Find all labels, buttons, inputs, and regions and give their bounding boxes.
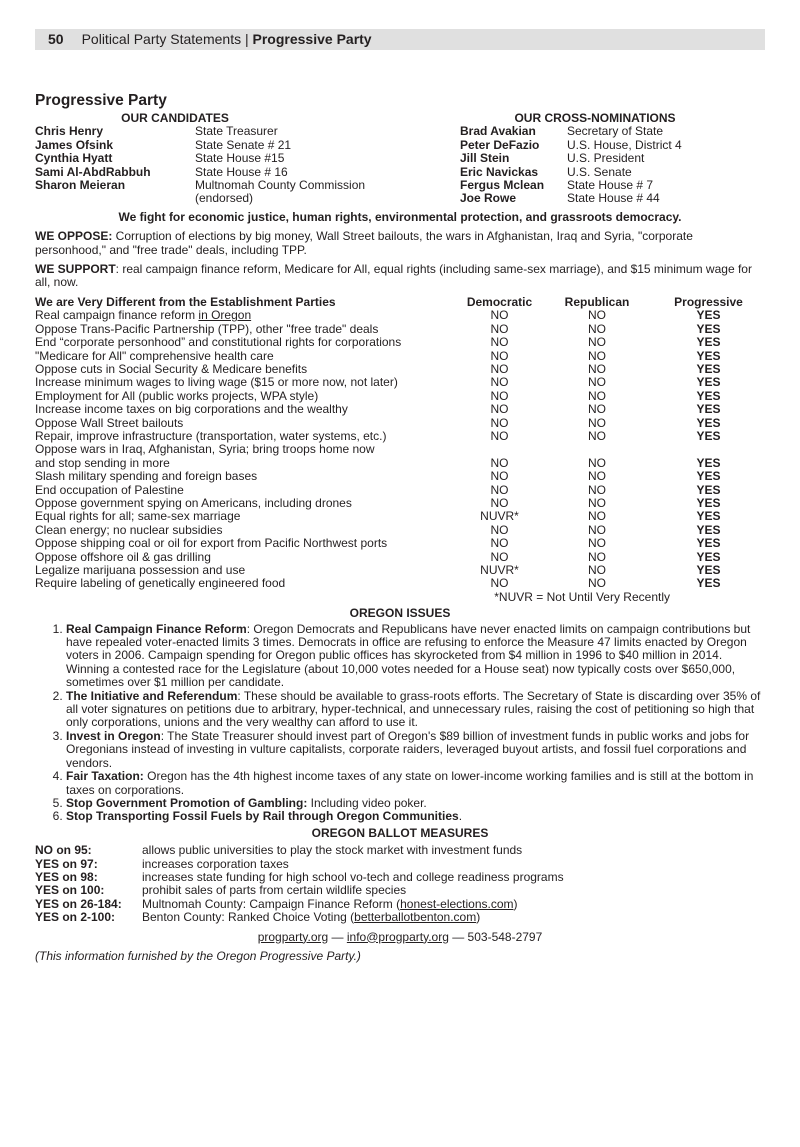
candidate-row <box>35 179 460 206</box>
issue-label: Legalize marijuana possession and use <box>35 563 246 577</box>
issue-title: Invest in Oregon <box>66 728 161 743</box>
progressive-answer: YES <box>696 455 721 470</box>
separator: — <box>448 929 468 944</box>
republican-answer: NO <box>588 495 606 510</box>
issue-item <box>66 770 765 797</box>
democratic-answer: NO <box>490 321 509 336</box>
measure-label: YES on 26-184: <box>35 896 122 911</box>
issue-text <box>35 510 457 523</box>
nuvr-footnote: *NUVR = Not Until Very Recently <box>494 589 670 604</box>
issue-description: : These should be available to grass-roots efforts. The Secretary of State is discarding over 35% of all voter signatures on petitions due to arbitrary, hyper-technical, and unnecessary rules, raising the cost of petitioning so high that only corporations, unions and the very wealthy can afford to use it. <box>66 688 761 730</box>
issue-text <box>35 470 457 483</box>
cross-row <box>460 125 730 138</box>
measure-label: NO on 95: <box>35 843 92 858</box>
comparison-row <box>35 323 765 336</box>
candidate-row <box>35 139 460 152</box>
candidate-office <box>195 166 288 179</box>
issue-label: Repair, improve infrastructure (transportation, water systems, etc.) <box>35 428 387 443</box>
candidate-row <box>35 125 460 138</box>
cross-name: Fergus Mclean <box>460 178 545 193</box>
issue-label: Oppose Trans-Pacific Partnership (TPP), other "free trade" deals <box>35 321 379 336</box>
democratic-answer: NO <box>490 388 509 403</box>
progressive-answer: YES <box>696 388 721 403</box>
comparison-row <box>35 430 765 443</box>
comparison-row <box>35 577 765 590</box>
republican-answer: NO <box>588 348 606 363</box>
comparison-row <box>35 443 765 456</box>
office-line: State Senate # 21 <box>195 137 292 152</box>
candidate-name: Sami Al-AbdRabbuh <box>35 164 151 179</box>
office-line: State Treasurer <box>195 124 278 139</box>
candidate-name: Chris Henry <box>35 124 104 139</box>
website-link[interactable]: progparty.org <box>257 929 329 944</box>
comparison-row <box>35 336 765 349</box>
measure-description <box>142 884 406 897</box>
progressive-answer: YES <box>696 428 721 443</box>
republican-answer: NO <box>588 428 606 443</box>
issue-text <box>35 484 457 497</box>
measure-text: increases corporation taxes <box>142 856 289 871</box>
issue-label: Clean energy; no nuclear subsidies <box>35 522 223 537</box>
issue-description: : The State Treasurer should invest part of Oregon's $89 billion of investment funds in public works and jobs for Oregonians instead of investing in vulture capitalists, corporate raiders, leveraged buyout artists, and fossil fuel corporations and vendors. <box>66 728 750 770</box>
issue-text <box>35 363 457 376</box>
cross-nominations-list <box>460 110 730 206</box>
comparison-row <box>35 403 765 416</box>
progressive-answer: YES <box>696 549 721 564</box>
republican-answer: NO <box>588 415 606 430</box>
issue-continuation: and stop sending in more <box>35 455 170 470</box>
cross-heading: OUR CROSS-NOMINATIONS <box>514 111 676 125</box>
issue-label: Employment for All (public works projects, WPA style) <box>35 388 319 403</box>
progressive-answer: YES <box>696 415 721 430</box>
issue-text <box>35 497 457 510</box>
cross-office: Secretary of State <box>567 124 664 139</box>
measure-description <box>142 871 564 884</box>
issue-text <box>35 564 457 577</box>
issue-label: "Medicare for All" comprehensive health care <box>35 348 274 363</box>
issue-label: Real campaign finance reform <box>35 308 199 323</box>
issue-text <box>35 417 457 430</box>
progressive-answer: YES <box>696 482 721 497</box>
measure-link[interactable]: betterballotbenton.com <box>354 910 477 925</box>
comparison-row <box>35 457 765 470</box>
comparison-row <box>35 376 765 389</box>
measure-label: YES on 2-100: <box>35 910 116 925</box>
democratic-answer: NO <box>490 522 509 537</box>
candidate-office <box>195 179 365 206</box>
comparison-row <box>35 510 765 523</box>
democratic-answer: NO <box>490 469 509 484</box>
candidate-office <box>195 139 291 152</box>
comparison-row <box>35 551 765 564</box>
cross-name: Jill Stein <box>460 151 510 166</box>
issue-text <box>35 309 457 322</box>
cross-row <box>460 166 730 179</box>
republican-answer: NO <box>588 402 606 417</box>
measure-text: increases state funding for high school vo-tech and college readiness programs <box>142 869 564 884</box>
measure-row <box>35 844 765 857</box>
democratic-answer: NO <box>490 361 509 376</box>
candidates-heading: OUR CANDIDATES <box>121 111 229 125</box>
democratic-answer: NO <box>490 495 509 510</box>
issue-text <box>35 551 457 564</box>
support-paragraph <box>35 263 765 290</box>
measure-label: YES on 100: <box>35 883 105 898</box>
republican-answer: NO <box>588 375 606 390</box>
candidate-row <box>35 166 460 179</box>
issue-text <box>35 577 457 590</box>
issue-text <box>35 524 457 537</box>
democratic-answer: NO <box>490 536 509 551</box>
progressive-answer: YES <box>696 375 721 390</box>
issue-label: Oppose cuts in Social Security & Medicare benefits <box>35 361 308 376</box>
cross-office: U.S. Senate <box>567 164 632 179</box>
comparison-row <box>35 497 765 510</box>
issue-text <box>35 537 457 550</box>
measure-text-end: ) <box>476 910 481 925</box>
measure-text: prohibit sales of parts from certain wildlife species <box>142 883 407 898</box>
issue-text <box>35 350 457 363</box>
republican-answer: NO <box>588 388 606 403</box>
republican-answer: NO <box>588 361 606 376</box>
issue-label: End “corporate personhood” and constitutional rights for corporations <box>35 335 402 350</box>
comparison-table <box>35 296 765 591</box>
issue-text: Oppose wars in Iraq, Afghanistan, Syria; bring troops home now <box>35 442 375 457</box>
comparison-row <box>35 537 765 550</box>
page-header <box>35 29 765 50</box>
issue-description: . <box>458 809 463 824</box>
progressive-answer: YES <box>696 321 721 336</box>
party-title: Progressive Party <box>35 92 167 109</box>
office-note: (endorsed) <box>195 191 254 206</box>
measure-description <box>142 898 518 911</box>
section-title: Political Party Statements | <box>81 31 249 47</box>
progressive-answer: YES <box>696 402 721 417</box>
cross-row <box>460 139 730 152</box>
issue-item <box>66 623 765 690</box>
progressive-answer: YES <box>696 563 721 577</box>
democratic-answer: NO <box>490 455 509 470</box>
measure-row <box>35 898 765 911</box>
furnished-note: (This information furnished by the Oregon Progressive Party.) <box>35 948 361 963</box>
candidate-office <box>195 152 284 165</box>
progressive-answer: YES <box>696 469 721 484</box>
progressive-answer: YES <box>696 361 721 376</box>
col-progressive: Progressive <box>674 294 743 309</box>
measure-description <box>142 844 522 857</box>
comparison-row <box>35 350 765 363</box>
issue-text <box>35 430 457 443</box>
cross-name: Eric Navickas <box>460 164 539 179</box>
oppose-text: Corruption of elections by big money, Wall Street bailouts, the wars in Afghanistan, Iraq and Syria, "corporate personhood," and "free trade" deals, including TPP. <box>35 229 693 257</box>
candidate-name: James Ofsink <box>35 137 114 152</box>
issues-heading: OREGON ISSUES <box>349 606 451 621</box>
measure-row <box>35 871 765 884</box>
issue-description: : Oregon Democrats and Republicans have never enacted limits on campaign contributions but have repealed voter-enacted limits 3 times. Democrats in office are refusing to enforce the Measure 47 limits enacted by Oregon voters in 2006. Campaign spending for Oregon public offices has skyrocketed from $4 million in 1996 to $40 million in 2014. Winning a contested race for the Legislature (about 10,000 votes needed for a House seat) now typically costs over $650,000, sometimes over $1 million per candidate. <box>66 621 751 690</box>
democratic-answer: NO <box>490 549 509 564</box>
candidates-list <box>35 110 460 206</box>
issue-title: Stop Government Promotion of Gambling: <box>66 795 308 810</box>
comparison-row <box>35 390 765 403</box>
issue-title: Fair Taxation: <box>66 769 144 784</box>
progressive-answer: YES <box>696 522 721 537</box>
col-republican: Republican <box>564 294 630 309</box>
measure-row <box>35 911 765 924</box>
office-line: State House #15 <box>195 151 285 166</box>
democratic-answer: NO <box>490 348 509 363</box>
phone-number: 503-548-2797 <box>467 929 543 944</box>
comparison-row <box>35 524 765 537</box>
comparison-row <box>35 309 765 322</box>
support-text: : real campaign finance reform, Medicare for All, equal rights (including same-sex marriage), and $15 minimum wage for all, now. <box>35 262 752 290</box>
cross-name: Brad Avakian <box>460 124 536 139</box>
comparison-row <box>35 417 765 430</box>
cross-office: U.S. President <box>567 151 645 166</box>
measures-heading: OREGON BALLOT MEASURES <box>311 825 489 840</box>
candidates-columns <box>35 110 765 206</box>
issue-label: End occupation of Palestine <box>35 482 184 497</box>
measure-label: YES on 97: <box>35 856 98 871</box>
republican-answer: NO <box>588 308 606 323</box>
republican-answer: NO <box>588 482 606 497</box>
oppose-label: WE OPPOSE: <box>35 229 113 244</box>
democratic-answer: NO <box>490 402 509 417</box>
cross-row <box>460 179 730 192</box>
email-link[interactable]: info@progparty.org <box>346 929 449 944</box>
democratic-answer: NUVR* <box>480 563 519 577</box>
democratic-answer: NO <box>490 482 509 497</box>
issue-item <box>66 810 765 823</box>
issue-item <box>66 690 765 730</box>
republican-answer: NO <box>588 509 606 524</box>
measure-text: Multnomah County: Campaign Finance Reform ( <box>142 896 401 911</box>
republican-answer: NO <box>588 321 606 336</box>
republican-answer: NO <box>588 522 606 537</box>
issue-text <box>35 336 457 349</box>
office-line: State House # 16 <box>195 164 288 179</box>
issue-text <box>35 390 457 403</box>
progressive-answer: YES <box>696 348 721 363</box>
contact-line <box>35 931 765 944</box>
cross-office: U.S. House, District 4 <box>567 137 682 152</box>
candidate-name: Cynthia Hyatt <box>35 151 113 166</box>
issue-label: Oppose shipping coal or oil for export from Pacific Northwest ports <box>35 536 388 551</box>
issue-title: Real Campaign Finance Reform <box>66 621 247 636</box>
republican-answer: NO <box>588 335 606 350</box>
measures-list <box>35 844 765 924</box>
issue-label: Increase minimum wages to living wage ($15 or more now, not later) <box>35 375 398 390</box>
comparison-row <box>35 564 765 577</box>
comparison-heading: We are Very Different from the Establishment Parties <box>35 294 336 309</box>
democratic-answer: NUVR* <box>480 509 519 524</box>
support-label: WE SUPPORT <box>35 262 116 277</box>
democratic-answer: NO <box>490 428 509 443</box>
democratic-answer: NO <box>490 308 509 323</box>
section-party: Progressive Party <box>252 31 372 47</box>
cross-office: State House # 7 <box>567 178 654 193</box>
issue-text <box>35 457 457 470</box>
col-democratic: Democratic <box>466 294 533 309</box>
candidate-office <box>195 125 278 138</box>
progressive-answer: YES <box>696 576 721 591</box>
issue-item <box>66 730 765 770</box>
issues-list <box>35 623 765 824</box>
democratic-answer: NO <box>490 335 509 350</box>
cross-office: State House # 44 <box>567 191 660 206</box>
issue-description: Oregon has the 4th highest income taxes of any state on lower-income working families and is still at the bottom in taxes on corporations. <box>66 769 754 797</box>
candidate-name: Sharon Meieran <box>35 178 126 193</box>
republican-answer: NO <box>588 576 606 591</box>
issue-title: Stop Transporting Fossil Fuels by Rail through Oregon Communities <box>66 809 459 824</box>
measure-row <box>35 884 765 897</box>
measure-label: YES on 98: <box>35 869 98 884</box>
democratic-answer: NO <box>490 576 509 591</box>
measure-link[interactable]: honest-elections.com <box>400 896 514 911</box>
issue-text <box>35 376 457 389</box>
republican-answer: NO <box>588 549 606 564</box>
cross-row <box>460 152 730 165</box>
comparison-row <box>35 363 765 376</box>
separator: — <box>328 929 347 944</box>
measure-text-end: ) <box>513 896 518 911</box>
issue-description: Including video poker. <box>307 795 427 810</box>
candidate-row <box>35 152 460 165</box>
democratic-answer: NO <box>490 375 509 390</box>
progressive-answer: YES <box>696 495 721 510</box>
issue-item <box>66 797 765 810</box>
progressive-answer: YES <box>696 536 721 551</box>
issue-label: Equal rights for all; same-sex marriage <box>35 509 241 524</box>
cross-row <box>460 192 730 205</box>
cross-name: Peter DeFazio <box>460 137 540 152</box>
issue-text <box>35 403 457 416</box>
measure-description <box>142 911 480 924</box>
progressive-answer: YES <box>696 335 721 350</box>
issue-title: The Initiative and Referendum <box>66 688 238 703</box>
issue-label: Oppose government spying on Americans, including drones <box>35 495 352 510</box>
democratic-answer: NO <box>490 415 509 430</box>
cross-name: Joe Rowe <box>460 191 517 206</box>
measure-text: allows public universities to play the stock market with investment funds <box>142 843 523 858</box>
issue-label: Require labeling of genetically engineered food <box>35 576 286 591</box>
statement-body <box>35 92 765 963</box>
republican-answer: NO <box>588 455 606 470</box>
progressive-answer: YES <box>696 308 721 323</box>
tagline: We fight for economic justice, human rights, environmental protection, and grassroots democracy. <box>118 209 682 224</box>
issue-label: Oppose offshore oil & gas drilling <box>35 549 211 564</box>
oppose-paragraph <box>35 230 765 257</box>
issue-label: Increase income taxes on big corporations and the wealthy <box>35 402 348 417</box>
measure-row <box>35 858 765 871</box>
measure-description <box>142 858 289 871</box>
page-number: 50 <box>48 31 64 47</box>
measure-text: Benton County: Ranked Choice Voting ( <box>142 910 355 925</box>
republican-answer: NO <box>588 536 606 551</box>
office-line: Multnomah County Commission <box>195 178 366 193</box>
progressive-answer: YES <box>696 509 721 524</box>
issue-label: Oppose Wall Street bailouts <box>35 415 184 430</box>
comparison-row <box>35 470 765 483</box>
comparison-row <box>35 484 765 497</box>
republican-answer: NO <box>588 563 606 577</box>
issue-text <box>35 323 457 336</box>
issue-label: Slash military spending and foreign bases <box>35 469 258 484</box>
republican-answer: NO <box>588 469 606 484</box>
issue-link[interactable]: in Oregon <box>198 308 252 323</box>
